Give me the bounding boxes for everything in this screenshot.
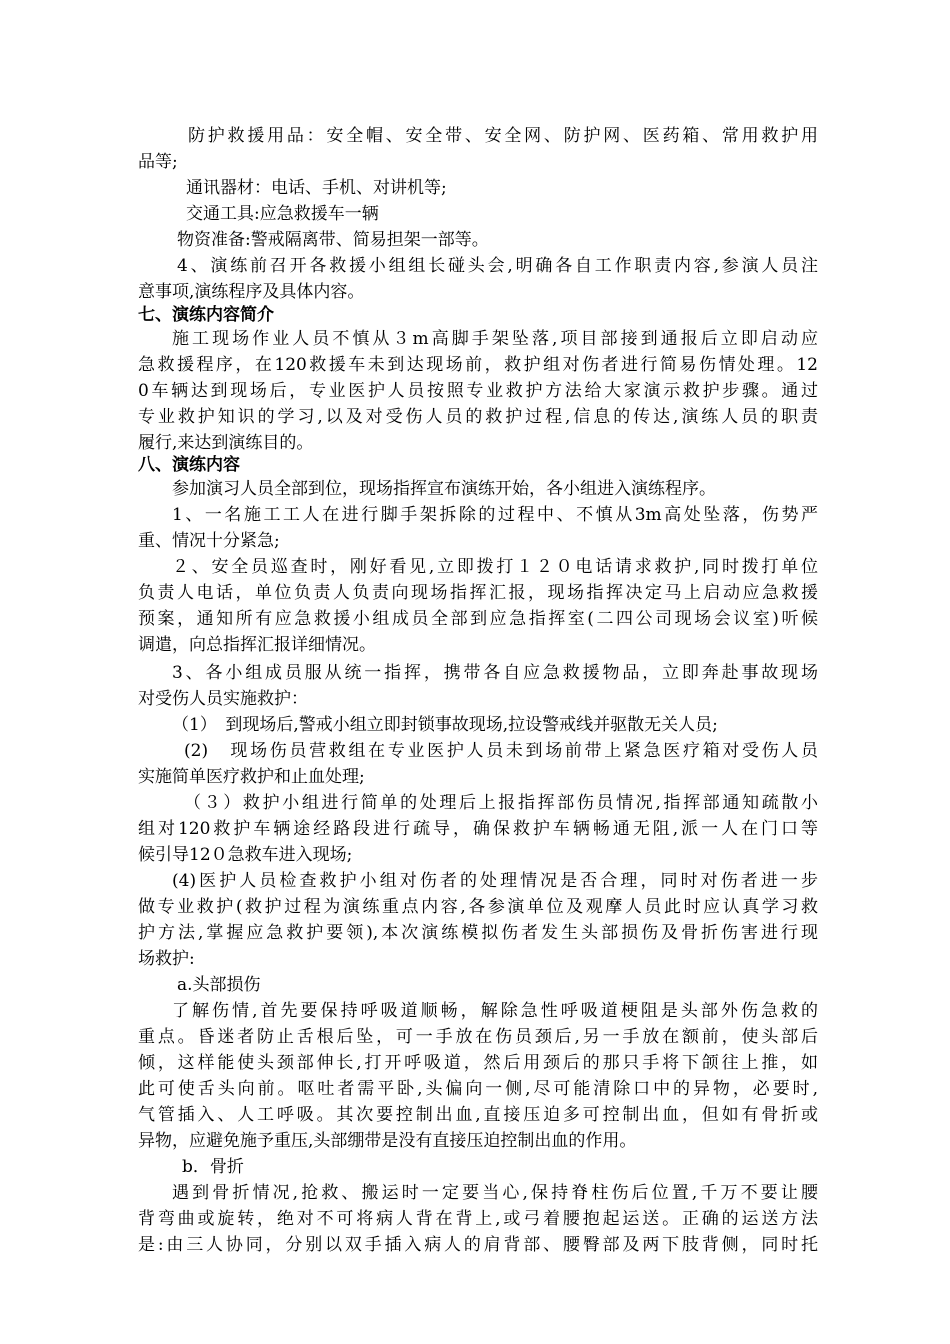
text-line: 急救援程序，在120救援车未到达现场前，救护组对伤者进行简易伤情处理。12	[138, 355, 818, 375]
text-line: 防护救援用品：安全帽、安全带、安全网、防护网、医药箱、常用救护用	[188, 126, 818, 146]
text-line: 物资准备:警戒隔离带、简易担架一部等。	[177, 230, 489, 250]
text-line: (2) 现场伤员营救组在专业医护人员未到场前带上紧急医疗箱对受伤人员	[184, 741, 818, 761]
text-line: 是:由三人协同，分别以双手插入病人的肩背部、腰臀部及两下肢背侧，同时托	[138, 1235, 818, 1255]
text-line: 预案，通知所有应急救援小组成员全部到应急指挥室(二四公司现场会议室)听候	[138, 609, 818, 629]
text-line: 通讯器材：电话、手机、对讲机等;	[186, 178, 447, 198]
text-line: 专业救护知识的学习,以及对受伤人员的救护过程,信息的传达,演练人员的职责	[138, 407, 818, 427]
subheading: a.头部损伤	[177, 975, 261, 995]
text-line: 重点。昏迷者防止舌根后坠，可一手放在伤员颈后,另一手放在额前，使头部后	[138, 1027, 818, 1047]
text-line: 负责人电话，单位负责人负责向现场指挥汇报，现场指挥决定马上启动应急救援	[138, 583, 818, 603]
text-line: 对受伤人员实施救护：	[138, 689, 308, 709]
text-line: ２、安全员巡查时，刚好看见,立即拨打１２０电话请求救护,同时拨打单位	[172, 557, 818, 577]
text-line: 意事项,演练程序及具体内容。	[138, 282, 365, 302]
text-line: 交通工具:应急救援车一辆	[186, 204, 379, 224]
section-heading: 七、演练内容简介	[138, 305, 274, 325]
text-line: 组对120救护车辆途经路段进行疏导，确保救护车辆畅通无阻,派一人在门口等	[138, 819, 818, 839]
text-line: 候引导12０急救车进入现场;	[138, 845, 353, 865]
text-line: 了解伤情,首先要保持呼吸道顺畅，解除急性呼吸道梗阻是头部外伤急救的	[172, 1001, 818, 1021]
text-line: 履行,来达到演练目的。	[138, 433, 314, 453]
text-line: 3、各小组成员服从统一指挥，携带各自应急救援物品，立即奔赴事故现场	[172, 663, 818, 683]
text-line: 1、一名施工工人在进行脚手架拆除的过程中、不慎从3m高处坠落，伤势严	[172, 505, 818, 525]
text-line: 品等;	[138, 152, 178, 172]
text-line: 重、情况十分紧急;	[138, 531, 280, 551]
text-line: 此可使舌头向前。呕吐者需平卧,头偏向一侧,尽可能清除口中的异物，必要时,	[138, 1079, 818, 1099]
section-heading: 八、演练内容	[138, 455, 240, 475]
text-line: 实施简单医疗救护和止血处理;	[138, 767, 365, 787]
text-line: 护方法,掌握应急救护要领),本次演练模拟伤者发生头部损伤及骨折伤害进行现	[138, 923, 818, 943]
text-line: 调遣，向总指挥汇报详细情况。	[138, 635, 376, 655]
text-line: 4、演练前召开各救援小组组长碰头会,明确各自工作职责内容,参演人员注	[177, 256, 818, 276]
text-line: 参加演习人员全部到位，现场指挥宣布演练开始，各小组进入演练程序。	[172, 479, 716, 499]
text-line: 场救护:	[138, 949, 195, 969]
text-line: 倾，这样能使头颈部伸长,打开呼吸道，然后用颈后的那只手将下颌往上推，如	[138, 1053, 818, 1073]
text-line: 做专业救护(救护过程为演练重点内容,各参演单位及观摩人员此时应认真学习救	[138, 897, 818, 917]
text-line: 气管插入、人工呼吸。其次要控制出血,直接压迫多可控制出血，但如有骨折或	[138, 1105, 818, 1125]
text-line: 背弯曲或旋转，绝对不可将病人背在背上,或弓着腰抱起运送。正确的运送方法	[138, 1209, 818, 1229]
text-line: 0车辆达到现场后，专业医护人员按照专业救护方法给大家演示救护步骤。通过	[138, 381, 818, 401]
text-line: 施工现场作业人员不慎从３m高脚手架坠落,项目部接到通报后立即启动应	[172, 329, 818, 349]
text-line: 异物，应避免施予重压,头部绷带是没有直接压迫控制出血的作用。	[138, 1131, 637, 1151]
subheading: b．骨折	[182, 1157, 244, 1177]
text-line: (4)医护人员检查救护小组对伤者的处理情况是否合理，同时对伤者进一步	[172, 871, 818, 891]
text-line: （３）救护小组进行简单的处理后上报指挥部伤员情况,指挥部通知疏散小	[184, 793, 818, 813]
text-line: 遇到骨折情况,抢救、搬运时一定要当心,保持脊柱伤后位置,千万不要让腰	[172, 1183, 818, 1203]
text-line: （1） 到现场后,警戒小组立即封锁事故现场,拉设警戒线并驱散无关人员;	[172, 715, 718, 735]
